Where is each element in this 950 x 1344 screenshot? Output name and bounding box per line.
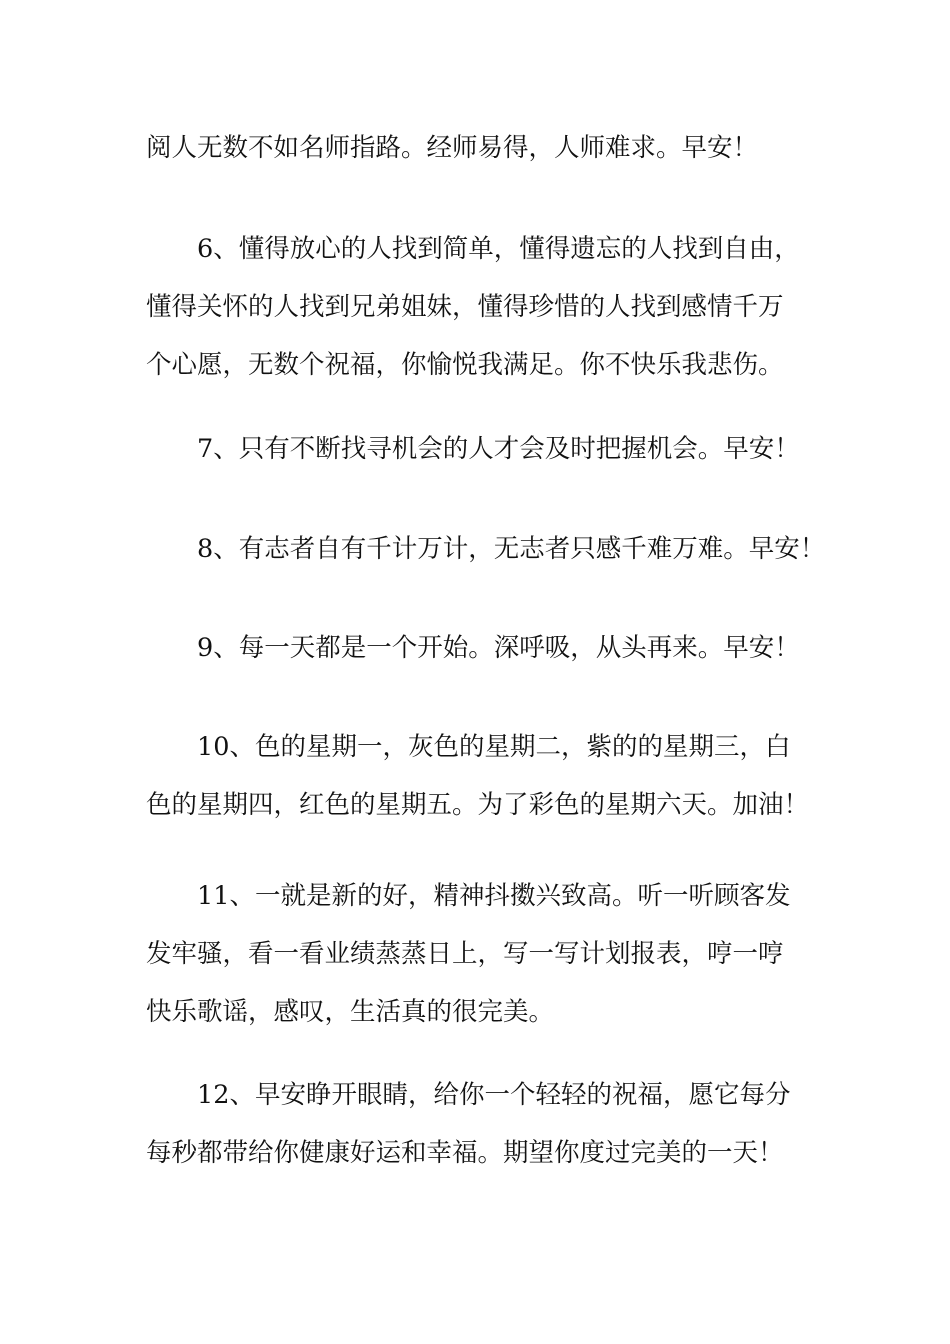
paragraph-item-9 — [146, 619, 808, 677]
text-line: 每秒都带给你健康好运和幸福。期望你度过完美的一天！ — [146, 1138, 784, 1168]
paragraph-item-6 — [146, 220, 808, 394]
paragraph-item-10 — [146, 718, 808, 834]
paragraph-intro — [146, 119, 808, 177]
text-line: 懂得关怀的人找到兄弟姐妹，懂得珍惜的人找到感情千万 — [146, 292, 784, 322]
text-line: 发牢骚，看一看业绩蒸蒸日上，写一写计划报表，哼一哼 — [146, 939, 784, 969]
paragraph-item-7 — [146, 420, 808, 478]
text-line: 个心愿，无数个祝福，你愉悦我满足。你不快乐我悲伤。 — [146, 350, 784, 380]
text-line: 10、色的星期一，灰色的星期二，紫的的星期三，白 — [197, 732, 791, 762]
text-line: 9、每一天都是一个开始。深呼吸，从头再来。早安！ — [197, 633, 800, 663]
text-line: 12、早安睁开眼睛，给你一个轻轻的祝福，愿它每分 — [197, 1080, 791, 1110]
paragraph-item-12 — [146, 1066, 808, 1182]
paragraph-item-11 — [146, 867, 808, 1041]
text-line: 快乐歌谣，感叹，生活真的很完美。 — [146, 997, 555, 1027]
text-line: 色的星期四，红色的星期五。为了彩色的星期六天。加油！ — [146, 790, 810, 820]
text-line: 11、一就是新的好，精神抖擞兴致高。听一听顾客发 — [197, 881, 791, 911]
text-line: 8、有志者自有千计万计，无志者只感千难万难。早安！ — [197, 534, 826, 564]
text-line: 7、只有不断找寻机会的人才会及时把握机会。早安！ — [197, 434, 800, 464]
text-line: 6、懂得放心的人找到简单，懂得遗忘的人找到自由， — [197, 234, 800, 264]
text-line: 阅人无数不如名师指路。经师易得，人师难求。早安！ — [146, 133, 759, 163]
paragraph-item-8 — [146, 520, 826, 578]
